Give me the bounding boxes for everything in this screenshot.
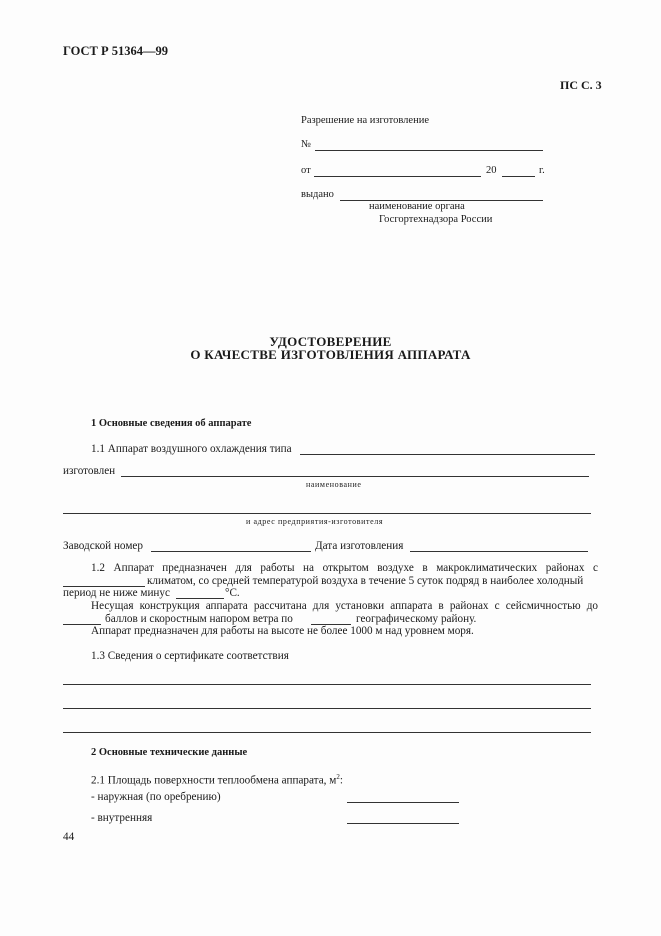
manufacture-date-label: Дата изготовления [315, 540, 404, 552]
item-1-2-line3: период не ниже минус [63, 587, 170, 599]
serial-number-label: Заводской номер [63, 540, 143, 552]
permit-number-field[interactable] [315, 150, 543, 151]
section1-heading: 1 Основные сведения об аппарате [91, 418, 252, 429]
outer-area-field[interactable] [347, 802, 459, 803]
permit-title: Разрешение на изготовление [301, 115, 429, 126]
temperature-unit: °С. [225, 587, 240, 599]
manufacturer-name-hint: наименование [306, 480, 362, 489]
permit-issued-label: выдано [301, 189, 334, 200]
seismic-line2: баллов и скоростным напором ветра по [105, 613, 293, 625]
section2-heading: 2 Основные технические данные [91, 747, 248, 758]
outer-area-label: - наружная (по оребрению) [91, 791, 221, 803]
manufacturer-address-field[interactable] [63, 513, 591, 514]
item-2-1-label [91, 773, 343, 787]
annex-label: ПС С. 3 [560, 78, 602, 92]
seismic-line1: Несущая конструкция аппарата рассчитана для установки аппарата в районах с сейсмичностью до [91, 600, 598, 612]
certificate-field-1[interactable] [63, 684, 591, 685]
manufactured-label: изготовлен [63, 465, 116, 477]
permit-issuer-hint-1: наименование органа [369, 201, 465, 212]
manufacturer-name-field[interactable] [121, 476, 589, 477]
document-title-line1: УДОСТОВЕРЕНИЕ [269, 334, 392, 349]
item-1-1-label: 1.1 Аппарат воздушного охлаждения типа [91, 443, 292, 455]
permit-year-prefix: 20 [486, 165, 497, 176]
certificate-field-3[interactable] [63, 732, 591, 733]
serial-number-field[interactable] [151, 551, 311, 552]
item-1-3-label: 1.3 Сведения о сертификате соответствия [91, 650, 289, 662]
item-2-1-text: 2.1 Площадь поверхности теплообмена аппарата, м [91, 774, 337, 787]
manufacturer-address-hint: и адрес предприятия-изготовителя [246, 517, 384, 526]
inner-area-label: - внутренняя [91, 812, 153, 824]
permit-year-suffix: г. [539, 165, 545, 176]
item-1-2-line2: климатом, со средней температурой воздуха в течение 5 суток подряд в наиболее холодный [147, 575, 584, 587]
page-number: 44 [63, 831, 75, 843]
seismic-line2-end: географическому району. [356, 613, 477, 625]
altitude-text: Аппарат предназначен для работы на высоте не более 1000 м над уровнем моря. [91, 625, 474, 637]
min-temperature-field[interactable] [176, 598, 224, 599]
item-2-1-colon: : [339, 774, 343, 787]
item-1-2-line1: 1.2 Аппарат предназначен для работы на открытом воздухе в макроклиматических районах с [91, 562, 598, 574]
standard-code: ГОСТ Р 51364—99 [63, 44, 169, 58]
permit-issuer-hint-2: Госгортехнадзора России [379, 214, 493, 225]
document-title-line2: О КАЧЕСТВЕ ИЗГОТОВЛЕНИЯ АППАРАТА [190, 347, 471, 362]
permit-date-field[interactable] [314, 176, 481, 177]
item-2-1-sup: 2 [336, 773, 340, 781]
apparatus-type-field[interactable] [300, 454, 595, 455]
inner-area-field[interactable] [347, 823, 459, 824]
certificate-field-2[interactable] [63, 708, 591, 709]
permit-number-label: № [301, 139, 312, 150]
manufacture-date-field[interactable] [410, 551, 588, 552]
permit-year-field[interactable] [502, 176, 535, 177]
permit-from-label: от [301, 165, 311, 176]
